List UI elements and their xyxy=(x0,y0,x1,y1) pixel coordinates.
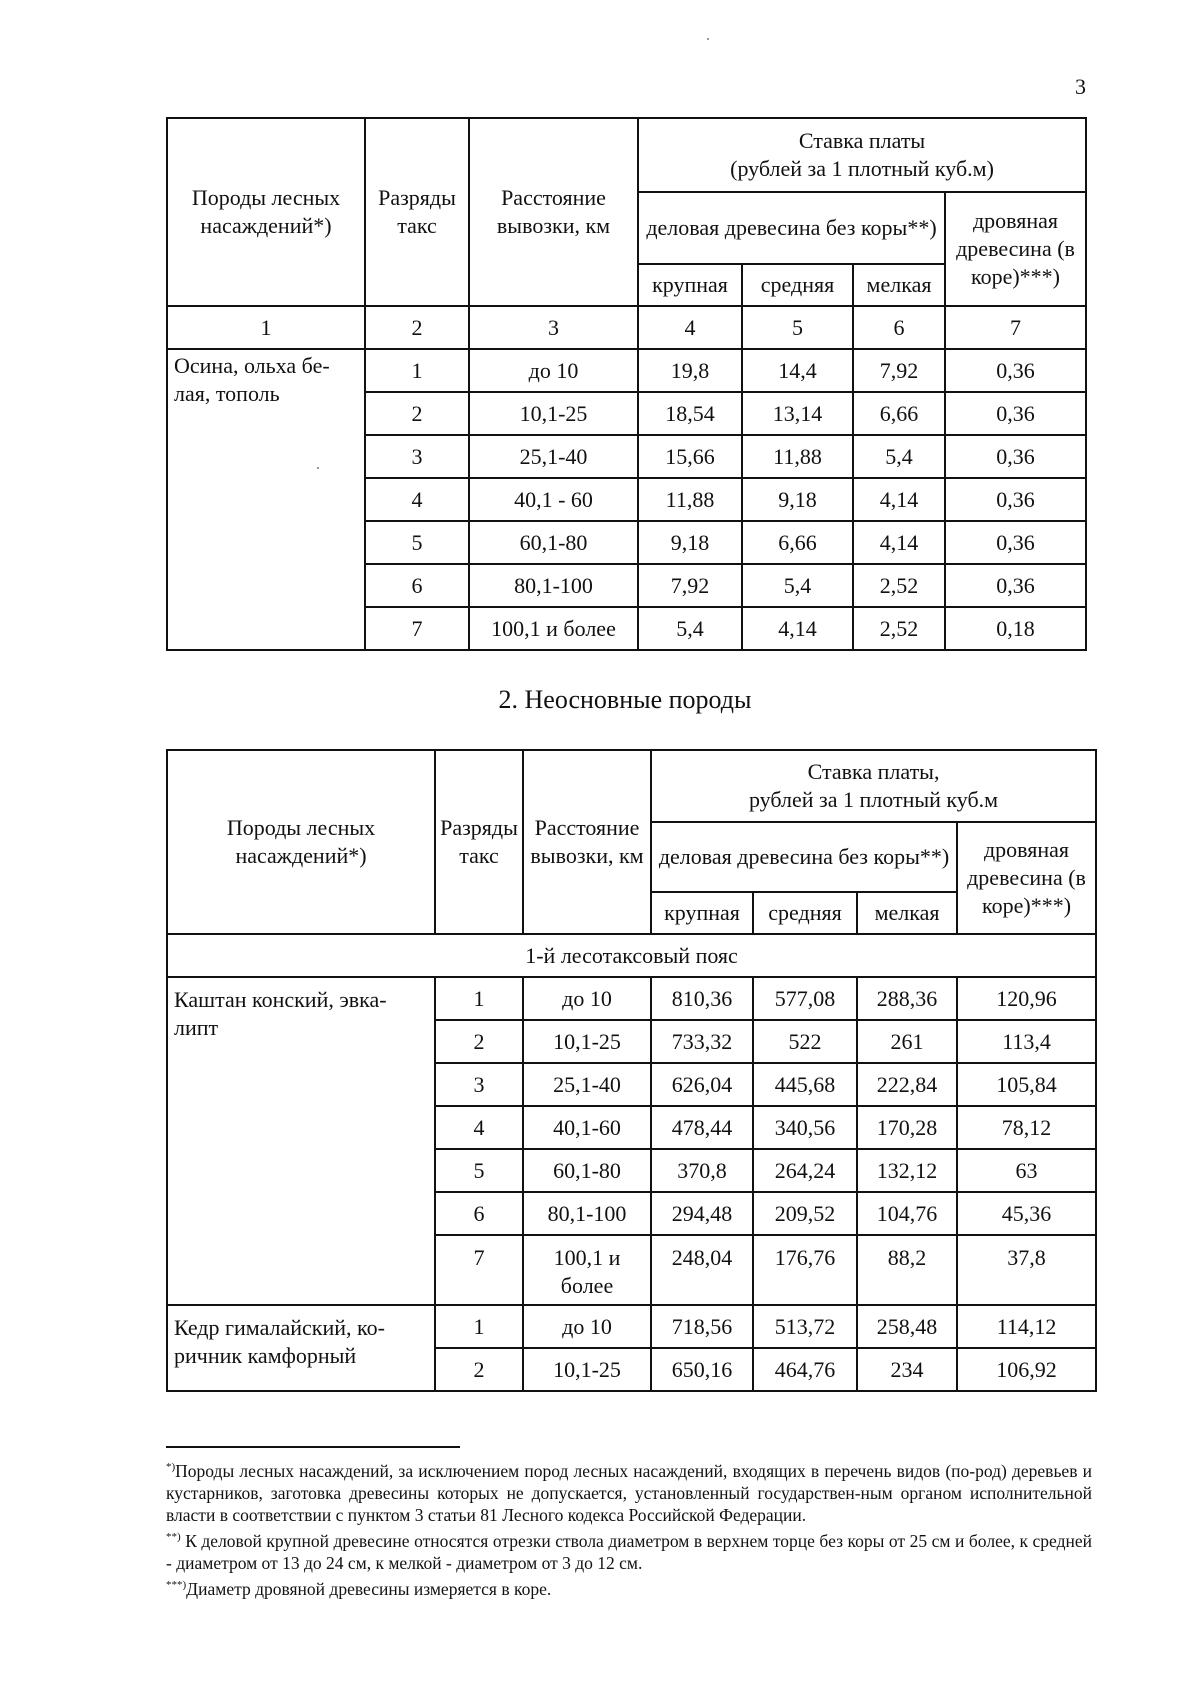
column-number: 3 xyxy=(469,306,638,349)
header-large: крупная xyxy=(651,892,753,934)
header-small: мелкая xyxy=(853,264,945,306)
rates-table-secondary xyxy=(166,749,1097,1392)
cell: 10,1-25 xyxy=(523,1348,651,1391)
cell: 248,04 xyxy=(651,1235,753,1305)
cell: 19,8 xyxy=(638,349,742,392)
cell: 209,52 xyxy=(753,1192,857,1235)
footnote-mark: *) xyxy=(166,1461,176,1473)
header-rate-line2: рублей за 1 плотный куб.м xyxy=(748,787,999,812)
rates-table-main xyxy=(166,117,1087,651)
cell: 120,96 xyxy=(957,977,1096,1020)
column-number: 1 xyxy=(167,306,365,349)
cell: 0,36 xyxy=(945,478,1086,521)
table-row xyxy=(167,977,1096,1020)
cell: 5 xyxy=(365,521,469,564)
header-business-wood: деловая древесина без коры**) xyxy=(651,822,957,892)
cell: 4,14 xyxy=(742,607,853,650)
cell: 80,1-100 xyxy=(469,564,638,607)
cell: 25,1-40 xyxy=(523,1063,651,1106)
cell: 294,48 xyxy=(651,1192,753,1235)
footnote xyxy=(166,1574,1092,1600)
column-number: 6 xyxy=(853,306,945,349)
cell: до 10 xyxy=(523,977,651,1020)
cell: 370,8 xyxy=(651,1149,753,1192)
cell: 340,56 xyxy=(753,1106,857,1149)
cell: 0,36 xyxy=(945,521,1086,564)
header-large: крупная xyxy=(638,264,742,306)
cell: 288,36 xyxy=(857,977,957,1020)
cell: 0,36 xyxy=(945,564,1086,607)
cell: 1 xyxy=(435,1305,523,1348)
cell: 40,1-60 xyxy=(523,1106,651,1149)
cell: 5 xyxy=(435,1149,523,1192)
cell: 264,24 xyxy=(753,1149,857,1192)
cell: 88,2 xyxy=(857,1235,957,1305)
footnote xyxy=(166,1456,1092,1526)
cell: 40,1 - 60 xyxy=(469,478,638,521)
column-number: 2 xyxy=(365,306,469,349)
column-number: 7 xyxy=(945,306,1086,349)
cell: 78,12 xyxy=(957,1106,1096,1149)
cell: 0,36 xyxy=(945,392,1086,435)
cell: 4 xyxy=(365,478,469,521)
cell: 258,48 xyxy=(857,1305,957,1348)
cell: 100,1 и более xyxy=(523,1235,651,1305)
footnote-mark: **) xyxy=(166,1530,181,1543)
section-title: 2. Неосновные породы xyxy=(498,685,752,714)
cell: 170,28 xyxy=(857,1106,957,1149)
cell: 650,16 xyxy=(651,1348,753,1391)
footnote-mark: ***) xyxy=(166,1578,187,1591)
cell: 445,68 xyxy=(753,1063,857,1106)
cell: 2,52 xyxy=(853,564,945,607)
cell: 478,44 xyxy=(651,1106,753,1149)
header-rate xyxy=(638,118,1086,192)
column-number: 5 xyxy=(742,306,853,349)
footnotes xyxy=(166,1456,1092,1599)
footnote-text: Породы лесных насаждений, за исключением пород лесных насаждений, входящих в перечень видов (по-род) деревьев и кустарников, заготовка древесины которых не допускается, установленный государствен-ным органом исполнительной власти в соответствии с пунктом 3 статьи 81 Лесного кодекса Российской Федерации. xyxy=(166,1460,1092,1525)
header-species: Породы лесных насаждений*) xyxy=(167,750,435,934)
header-medium: средняя xyxy=(753,892,857,934)
species-cell: Каштан конский, эвка-липт xyxy=(167,977,435,1305)
cell: 9,18 xyxy=(742,478,853,521)
header-firewood: дровяная древесина (в коре)***) xyxy=(957,822,1096,934)
cell: 10,1-25 xyxy=(469,392,638,435)
cell: 60,1-80 xyxy=(523,1149,651,1192)
cell: 37,8 xyxy=(957,1235,1096,1305)
cell: 5,4 xyxy=(853,435,945,478)
cell: 3 xyxy=(435,1063,523,1106)
column-number: 4 xyxy=(638,306,742,349)
cell: 100,1 и более xyxy=(469,607,638,650)
header-business-wood: деловая древесина без коры**) xyxy=(638,192,945,264)
cell: 0,36 xyxy=(945,435,1086,478)
cell: 4 xyxy=(435,1106,523,1149)
cell: 0,36 xyxy=(945,349,1086,392)
cell: 14,4 xyxy=(742,349,853,392)
cell: 4,14 xyxy=(853,521,945,564)
cell: 5,4 xyxy=(638,607,742,650)
cell: 80,1-100 xyxy=(523,1192,651,1235)
header-tax-class: Разряды такс xyxy=(365,118,469,306)
scan-speck xyxy=(707,38,709,40)
cell: 810,36 xyxy=(651,977,753,1020)
header-distance: Расстояние вывозки, км xyxy=(523,750,651,934)
cell: 1 xyxy=(365,349,469,392)
cell: 2,52 xyxy=(853,607,945,650)
cell: 1 xyxy=(435,977,523,1020)
cell: до 10 xyxy=(469,349,638,392)
cell: 132,12 xyxy=(857,1149,957,1192)
cell: 7,92 xyxy=(853,349,945,392)
cell: 522 xyxy=(753,1020,857,1063)
cell: 13,14 xyxy=(742,392,853,435)
header-rate xyxy=(651,750,1096,822)
cell: 718,56 xyxy=(651,1305,753,1348)
forest-tax-belt: 1-й лесотаксовый пояс xyxy=(167,934,1096,977)
table-row xyxy=(167,349,1086,392)
cell: 222,84 xyxy=(857,1063,957,1106)
cell: 0,18 xyxy=(945,607,1086,650)
cell: 4,14 xyxy=(853,478,945,521)
cell: 6 xyxy=(435,1192,523,1235)
header-rate-line2: (рублей за 1 плотный куб.м) xyxy=(730,156,994,181)
cell: 18,54 xyxy=(638,392,742,435)
cell: 513,72 xyxy=(753,1305,857,1348)
scan-speck xyxy=(317,467,319,469)
cell: 2 xyxy=(435,1020,523,1063)
header-rate-line1: Ставка платы, xyxy=(807,759,940,784)
footnote-text: К деловой крупной древесине относятся отрезки ствола диаметром в верхнем торце без коры от 25 см и более, к средней - диаметром от 13 до 24 см, к мелкой - диаметром от 3 до 12 см. xyxy=(166,1530,1092,1573)
cell: 2 xyxy=(365,392,469,435)
cell: 5,4 xyxy=(742,564,853,607)
cell: 3 xyxy=(365,435,469,478)
cell: 63 xyxy=(957,1149,1096,1192)
cell: 2 xyxy=(435,1348,523,1391)
header-rate-line1: Ставка платы xyxy=(798,128,926,153)
cell: 15,66 xyxy=(638,435,742,478)
footnote-divider xyxy=(166,1446,460,1448)
header-distance: Расстояние вывозки, км xyxy=(469,118,638,306)
header-medium: средняя xyxy=(742,264,853,306)
cell: 7 xyxy=(435,1235,523,1305)
cell: 113,4 xyxy=(957,1020,1096,1063)
header-small: мелкая xyxy=(857,892,957,934)
footnote-text: Диаметр дровяной древесины измеряется в коре. xyxy=(186,1578,552,1599)
footnote xyxy=(166,1526,1092,1574)
cell: 464,76 xyxy=(753,1348,857,1391)
cell: 7,92 xyxy=(638,564,742,607)
cell: 577,08 xyxy=(753,977,857,1020)
cell: 261 xyxy=(857,1020,957,1063)
cell: 104,76 xyxy=(857,1192,957,1235)
cell: 733,32 xyxy=(651,1020,753,1063)
cell: 114,12 xyxy=(957,1305,1096,1348)
cell: 60,1-80 xyxy=(469,521,638,564)
table-row xyxy=(167,1305,1096,1348)
cell: 11,88 xyxy=(638,478,742,521)
cell: до 10 xyxy=(523,1305,651,1348)
cell: 106,92 xyxy=(957,1348,1096,1391)
header-species: Породы лесных насаждений*) xyxy=(167,118,365,306)
cell: 11,88 xyxy=(742,435,853,478)
header-firewood: дровяная древесина (в коре)***) xyxy=(945,192,1086,306)
cell: 7 xyxy=(365,607,469,650)
cell: 6 xyxy=(365,564,469,607)
page-number: 3 xyxy=(1075,74,1086,99)
cell: 25,1-40 xyxy=(469,435,638,478)
cell: 6,66 xyxy=(742,521,853,564)
cell: 6,66 xyxy=(853,392,945,435)
cell: 234 xyxy=(857,1348,957,1391)
cell: 105,84 xyxy=(957,1063,1096,1106)
cell: 626,04 xyxy=(651,1063,753,1106)
header-tax-class: Разряды такс xyxy=(435,750,523,934)
cell: 9,18 xyxy=(638,521,742,564)
cell: 176,76 xyxy=(753,1235,857,1305)
cell: 45,36 xyxy=(957,1192,1096,1235)
species-cell: Кедр гималайский, ко-ричник камфорный xyxy=(167,1305,435,1391)
species-cell: Осина, ольха бе-лая, тополь xyxy=(167,349,365,650)
cell: 10,1-25 xyxy=(523,1020,651,1063)
